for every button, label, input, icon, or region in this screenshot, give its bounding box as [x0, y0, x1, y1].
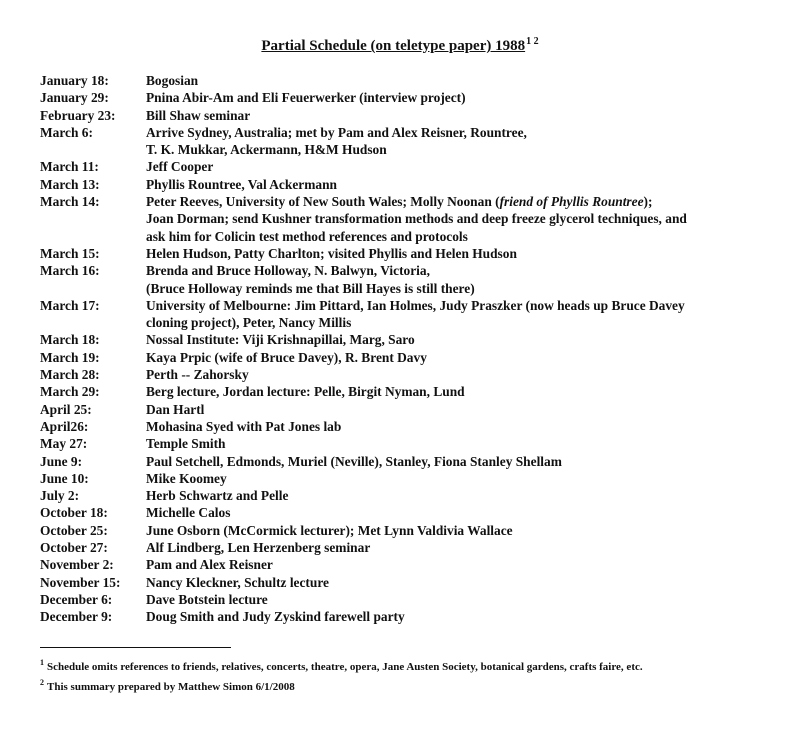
schedule-entry	[40, 124, 770, 159]
entry-date: February 23:	[40, 107, 116, 123]
entry-text	[146, 72, 770, 89]
entry-line	[146, 591, 770, 608]
entry-text	[146, 176, 770, 193]
schedule-entry	[40, 401, 770, 418]
entry-italic-text: friend of Phyllis Rountree	[499, 194, 644, 210]
entry-line-text: Peter Reeves, University of New South Wales; Molly Noonan (	[146, 194, 500, 210]
entry-line-text: Nossal Institute: Viji Krishnapillai, Marg, Saro	[146, 332, 415, 348]
entry-line-text: Helen Hudson, Patty Charlton; visited Phyllis and Helen Hudson	[146, 245, 517, 261]
footnote-text: This summary prepared by Matthew Simon 6/1/2008	[47, 681, 295, 693]
entry-line	[146, 72, 770, 89]
entry-text	[146, 470, 770, 487]
entry-line	[146, 89, 770, 106]
footnote-text: Schedule omits references to friends, relatives, concerts, theatre, opera, Jane Austen Society, botanical gardens, crafts faire, etc.	[47, 661, 643, 673]
entry-date: March 11:	[40, 159, 99, 175]
entry-date: March 29:	[40, 384, 100, 400]
entry-line	[146, 418, 770, 435]
title-footnote-marks: 1 2	[526, 36, 539, 47]
schedule-entry	[40, 297, 770, 332]
entry-text	[146, 383, 770, 400]
entry-line	[146, 107, 770, 124]
schedule-list	[40, 72, 770, 626]
entry-line-text: ask him for Colicin test method references and protocols	[146, 228, 468, 244]
entry-line	[146, 608, 770, 625]
entry-line-text: Mike Koomey	[146, 470, 227, 486]
entry-line	[146, 470, 770, 487]
entry-text	[146, 262, 770, 297]
schedule-entry	[40, 591, 770, 608]
schedule-entry	[40, 608, 770, 625]
entry-date: November 2:	[40, 557, 114, 573]
entry-date: March 13:	[40, 176, 100, 192]
schedule-entry	[40, 574, 770, 591]
entry-line-text: Doug Smith and Judy Zyskind farewell party	[146, 609, 405, 625]
entry-text	[146, 124, 770, 159]
schedule-entry	[40, 262, 770, 297]
entry-date: March 18:	[40, 332, 100, 348]
entry-line	[146, 556, 770, 573]
entry-date: December 6:	[40, 591, 113, 607]
entry-text	[146, 418, 770, 435]
entry-line-text: Perth -- Zahorsky	[146, 367, 249, 383]
entry-text	[146, 401, 770, 418]
entry-line	[146, 574, 770, 591]
entry-date: March 19:	[40, 349, 100, 365]
entry-text	[146, 107, 770, 124]
entry-date: November 15:	[40, 574, 121, 590]
entry-line	[146, 297, 770, 314]
entry-text	[146, 245, 770, 262]
entry-text	[146, 366, 770, 383]
entry-line-text: Bogosian	[146, 73, 199, 88]
entry-line	[146, 331, 770, 348]
entry-line-text: Dan Hartl	[146, 401, 205, 417]
entry-text	[146, 487, 770, 504]
entry-text	[146, 158, 770, 175]
entry-line-text: Jeff Cooper	[146, 159, 214, 175]
schedule-entry	[40, 349, 770, 366]
footnotes	[40, 655, 770, 695]
entry-line-text: Paul Setchell, Edmonds, Muriel (Neville), Stanley, Fiona Stanley Shellam	[146, 453, 562, 469]
entry-line-text: Alf Lindberg, Len Herzenberg seminar	[146, 540, 371, 556]
entry-text	[146, 591, 770, 608]
entry-line	[146, 539, 770, 556]
document-title	[0, 36, 800, 55]
entry-date: March 14:	[40, 194, 100, 210]
entry-date: January 29:	[40, 90, 109, 106]
schedule-entry	[40, 556, 770, 573]
schedule-entry	[40, 245, 770, 262]
footnote-divider	[40, 647, 231, 648]
entry-text	[146, 331, 770, 348]
schedule-entry	[40, 107, 770, 124]
entry-line-text: Bill Shaw seminar	[146, 107, 251, 123]
footnote-mark: 1	[40, 658, 44, 667]
entry-text	[146, 297, 770, 332]
entry-line	[146, 401, 770, 418]
entry-line-text: June Osborn (McCormick lecturer); Met Lynn Valdivia Wallace	[146, 522, 513, 538]
entry-after-italic: );	[643, 194, 653, 210]
entry-line-text: Michelle Calos	[146, 505, 231, 521]
entry-text	[146, 89, 770, 106]
entry-date: October 25:	[40, 522, 108, 538]
schedule-entry	[40, 89, 770, 106]
entry-line	[146, 228, 770, 245]
schedule-entry	[40, 522, 770, 539]
entry-line	[146, 383, 770, 400]
entry-text	[146, 539, 770, 556]
entry-text	[146, 193, 770, 245]
entry-date: October 18:	[40, 505, 108, 521]
entry-date: April26:	[40, 418, 89, 434]
entry-line	[146, 176, 770, 193]
entry-date: October 27:	[40, 540, 108, 556]
entry-text	[146, 349, 770, 366]
entry-line-text: Herb Schwartz and Pelle	[146, 488, 289, 504]
entry-line	[146, 262, 770, 279]
schedule-entry	[40, 72, 770, 89]
entry-date: June 10:	[40, 470, 89, 486]
schedule-entry	[40, 383, 770, 400]
entry-text	[146, 574, 770, 591]
entry-line	[146, 158, 770, 175]
entry-date: December 9:	[40, 609, 113, 625]
footnote-mark: 2	[40, 678, 44, 687]
entry-line-text: Temple Smith	[146, 436, 226, 452]
entry-line-text: T. K. Mukkar, Ackermann, H&M Hudson	[146, 142, 387, 158]
schedule-entry	[40, 453, 770, 470]
entry-text	[146, 522, 770, 539]
entry-line	[146, 435, 770, 452]
entry-date: March 16:	[40, 263, 100, 279]
entry-date: March 6:	[40, 124, 93, 140]
entry-date: March 28:	[40, 367, 100, 383]
entry-line	[146, 314, 770, 331]
schedule-entry	[40, 539, 770, 556]
schedule-entry	[40, 158, 770, 175]
entry-line	[146, 504, 770, 521]
schedule-entry	[40, 193, 770, 245]
entry-text	[146, 608, 770, 625]
schedule-entry	[40, 470, 770, 487]
entry-line-text: Arrive Sydney, Australia; met by Pam and Alex Reisner, Rountree,	[146, 124, 527, 140]
entry-line	[146, 280, 770, 297]
entry-date: May 27:	[40, 436, 88, 452]
entry-line-text: Mohasina Syed with Pat Jones lab	[146, 418, 342, 434]
entry-line	[146, 141, 770, 158]
entry-date: March 15:	[40, 245, 100, 261]
entry-line	[146, 522, 770, 539]
entry-line-text: Dave Botstein lecture	[146, 591, 268, 607]
schedule-entry	[40, 435, 770, 452]
schedule-entry	[40, 331, 770, 348]
entry-text	[146, 453, 770, 470]
title-text: Partial Schedule (on teletype paper) 1988	[261, 38, 526, 54]
entry-line-text: Joan Dorman; send Kushner transformation methods and deep freeze glycerol techniques, and	[146, 211, 687, 227]
entry-line-text: Brenda and Bruce Holloway, N. Balwyn, Victoria,	[146, 263, 430, 279]
entry-date: July 2:	[40, 488, 80, 504]
entry-line-text: Berg lecture, Jordan lecture: Pelle, Birgit Nyman, Lund	[146, 384, 465, 400]
entry-line	[146, 210, 770, 227]
schedule-entry	[40, 366, 770, 383]
schedule-entry	[40, 504, 770, 521]
entry-line	[146, 124, 770, 141]
entry-date: June 9:	[40, 453, 83, 469]
entry-text	[146, 556, 770, 573]
entry-text	[146, 504, 770, 521]
entry-line-text: cloning project), Peter, Nancy Millis	[146, 315, 352, 331]
entry-line-text: Pnina Abir-Am and Eli Feuerwerker (interview project)	[146, 90, 466, 106]
entry-line	[146, 349, 770, 366]
entry-text	[146, 435, 770, 452]
entry-line	[146, 193, 770, 210]
schedule-entry	[40, 418, 770, 435]
entry-line	[146, 487, 770, 504]
entry-line	[146, 245, 770, 262]
entry-line-text: (Bruce Holloway reminds me that Bill Hayes is still there)	[146, 280, 475, 296]
footnote	[40, 675, 770, 695]
schedule-entry	[40, 176, 770, 193]
entry-line-text: Kaya Prpic (wife of Bruce Davey), R. Brent Davy	[146, 349, 427, 365]
entry-line	[146, 453, 770, 470]
entry-line-text: University of Melbourne: Jim Pittard, Ian Holmes, Judy Praszker (now heads up Bruce Davey	[146, 297, 685, 313]
entry-line-text: Phyllis Rountree, Val Ackermann	[146, 176, 337, 192]
entry-line	[146, 366, 770, 383]
schedule-entry	[40, 487, 770, 504]
entry-date: April 25:	[40, 401, 92, 417]
footnote	[40, 655, 770, 675]
entry-date: January 18:	[40, 73, 109, 88]
entry-line-text: Nancy Kleckner, Schultz lecture	[146, 574, 329, 590]
entry-line-text: Pam and Alex Reisner	[146, 557, 273, 573]
entry-date: March 17:	[40, 297, 100, 313]
